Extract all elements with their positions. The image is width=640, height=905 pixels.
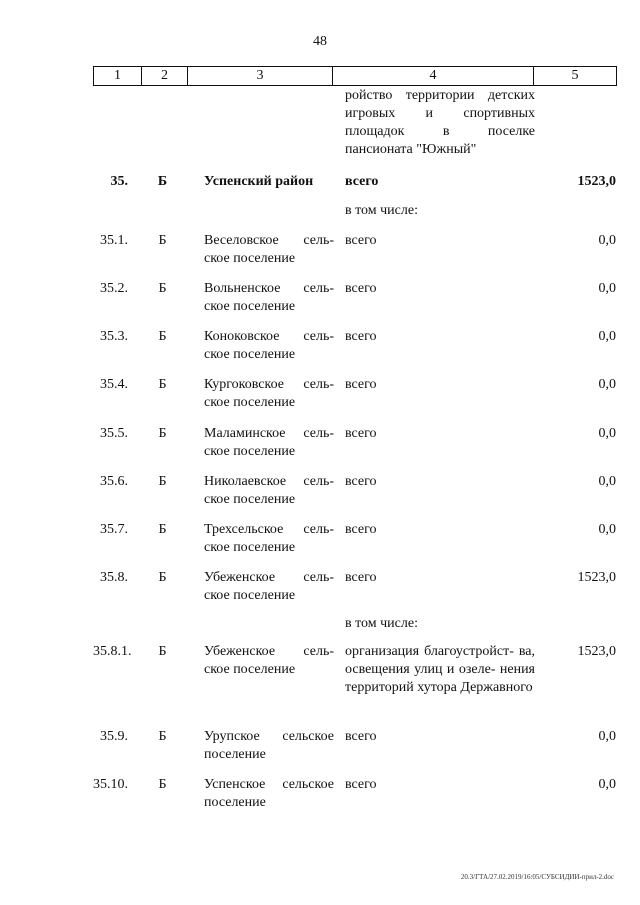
row-type: всего xyxy=(345,729,377,744)
row-number: 35.10. xyxy=(93,777,128,792)
table-header xyxy=(93,66,617,86)
row-type: всего xyxy=(345,281,377,296)
row-value: 0,0 xyxy=(598,377,616,392)
including-label: в том числе: xyxy=(345,203,418,218)
row-category: Б xyxy=(158,377,167,392)
row-number: 35.8.1. xyxy=(93,644,132,659)
row-number: 35.4. xyxy=(100,377,128,392)
row-value: 0,0 xyxy=(598,329,616,344)
row-number: 35. xyxy=(110,174,128,189)
row-type: всего xyxy=(345,522,377,537)
row-number: 35.7. xyxy=(100,522,128,537)
row-value: 0,0 xyxy=(598,777,616,792)
row-type: всего xyxy=(345,377,377,392)
row-type: организация благоустройст- ва, освещения улиц и озеле- нения территорий хутора Державного xyxy=(345,644,535,695)
row-value: 0,0 xyxy=(598,522,616,537)
row-name: Трехсельское сель- ское поселение xyxy=(204,522,334,555)
row-type: всего xyxy=(345,570,377,585)
row-value: 0,0 xyxy=(598,281,616,296)
row-type: всего xyxy=(345,233,377,248)
row-category: Б xyxy=(158,281,167,296)
row-name: Убеженское сель- ское поселение xyxy=(204,570,334,603)
row-category: Б xyxy=(158,570,167,585)
row-number: 35.3. xyxy=(100,329,128,344)
continuation-text: ройство территории детских игровых и спортивных площадок в поселке пансионата "Южный" xyxy=(345,88,535,157)
row-category: Б xyxy=(158,777,167,792)
row-category: Б xyxy=(158,522,167,537)
row-name: Убеженское сель- ское поселение xyxy=(204,644,334,677)
row-category: Б xyxy=(158,426,167,441)
row-name: Вольненское сель- ское поселение xyxy=(204,281,334,314)
row-type: всего xyxy=(345,777,377,792)
row-category: Б xyxy=(158,729,167,744)
row-value: 1523,0 xyxy=(577,570,616,585)
row-number: 35.1. xyxy=(100,233,128,248)
row-value: 1523,0 xyxy=(577,174,616,189)
row-category: Б xyxy=(157,174,168,189)
row-number: 35.9. xyxy=(100,729,128,744)
row-category: Б xyxy=(158,644,167,659)
row-value: 0,0 xyxy=(598,426,616,441)
row-number: 35.2. xyxy=(100,281,128,296)
row-type: всего xyxy=(345,426,377,441)
header-col-4: 4 xyxy=(333,67,534,85)
row-number: 35.5. xyxy=(100,426,128,441)
row-name: Веселовское сель- ское поселение xyxy=(204,233,334,266)
row-category: Б xyxy=(158,233,167,248)
row-name: Успенское сельское поселение xyxy=(204,777,334,810)
row-value: 0,0 xyxy=(598,474,616,489)
row-value: 0,0 xyxy=(598,233,616,248)
header-col-2: 2 xyxy=(142,67,188,85)
row-number: 35.8. xyxy=(100,570,128,585)
row-type: всего xyxy=(345,329,377,344)
header-col-1: 1 xyxy=(94,67,142,85)
row-category: Б xyxy=(158,474,167,489)
row-name: Маламинское сель- ское поселение xyxy=(204,426,334,459)
footer-file-path: 20.3/ГТА/27.02.2019/16:05/СУБСИДИИ-прил-2.doc xyxy=(460,873,614,881)
row-name: Коноковское сель- ское поселение xyxy=(204,329,334,362)
row-number: 35.6. xyxy=(100,474,128,489)
row-name: Урупское сельское поселение xyxy=(204,729,334,762)
row-category: Б xyxy=(158,329,167,344)
row-type: всего xyxy=(345,174,379,189)
row-type: всего xyxy=(345,474,377,489)
page-number: 48 xyxy=(313,34,327,49)
row-name: Николаевское сель- ское поселение xyxy=(204,474,334,507)
row-name: Успенский район xyxy=(204,174,314,189)
row-value: 0,0 xyxy=(598,729,616,744)
row-value: 1523,0 xyxy=(577,644,616,659)
header-col-5: 5 xyxy=(571,68,579,83)
row-name: Кургоковское сель- ское поселение xyxy=(204,377,334,410)
including-label: в том числе: xyxy=(345,616,418,631)
header-col-3: 3 xyxy=(188,67,333,85)
